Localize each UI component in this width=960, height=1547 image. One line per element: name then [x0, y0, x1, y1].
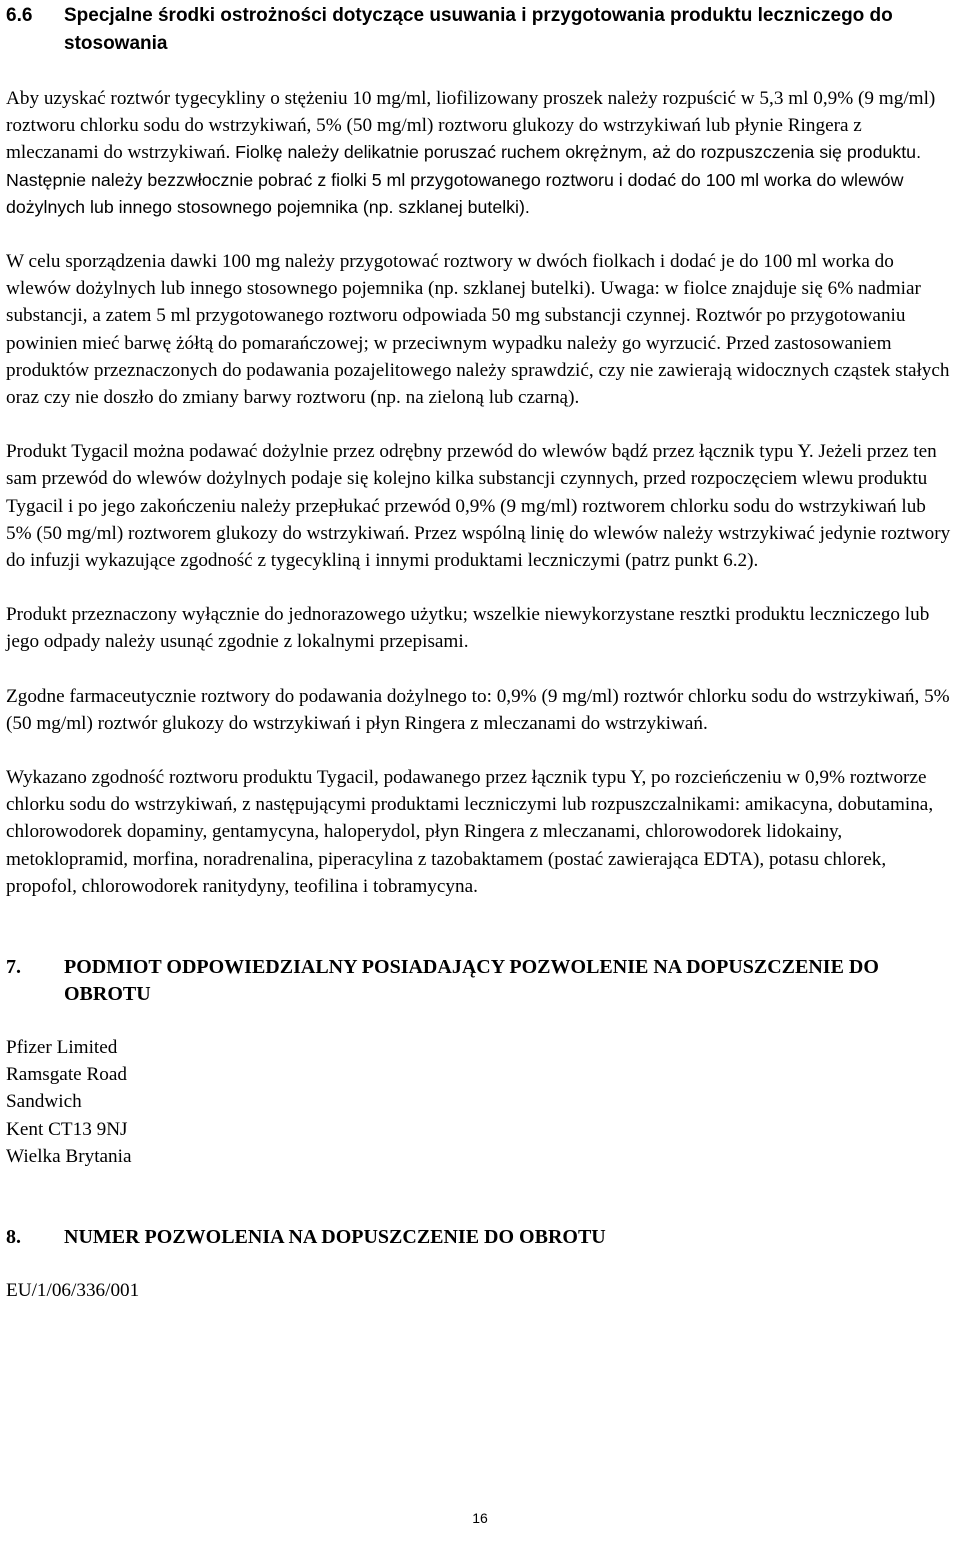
- section-6-6-heading: [6, 2, 956, 58]
- section-title: Specjalne środki ostrożności dotyczące usuwania i przygotowania produktu leczniczego do stosowania: [64, 5, 893, 54]
- section-title: PODMIOT ODPOWIEDZIALNY POSIADAJĄCY POZWOLENIE NA DOPUSZCZENIE DO OBROTU: [64, 956, 879, 1006]
- section-7-heading: [6, 954, 956, 1008]
- address-line: Ramsgate Road: [6, 1064, 127, 1086]
- address-block: [6, 1034, 956, 1170]
- address-line: Pfizer Limited: [6, 1037, 118, 1059]
- section-8-heading: [6, 1224, 956, 1251]
- paragraph-reconstitution-serif: Aby uzyskać roztwór tygecykliny o stężeniu 10 mg/ml, liofilizowany proszek należy rozpuścić w 5,3 ml 0,9% (9 mg/ml) roztworu chlorku sodu do wstrzykiwań, 5% (50 mg/ml) roztworu glukozy do wstrzykiwań lub płynie Ringera z mleczanami do wstrzykiwań.: [6, 88, 936, 164]
- paragraph-compatible-solutions: Zgodne farmaceutycznie roztwory do podawania dożylnego to: 0,9% (9 mg/ml) roztwór chlorku sodu do wstrzykiwań, 5% (50 mg/ml) roztwór glukozy do wstrzykiwań i płyn Ringera z mleczanami do wstrzykiwań.: [6, 685, 950, 734]
- paragraph-dose-preparation: W celu sporządzenia dawki 100 mg należy przygotować roztwory w dwóch fiolkach i dodać je do 100 ml worka do wlewów dożylnych lub innego stosownego pojemnika (np. szklanej butelki). Uwaga: w fiolce znajduje się 6% nadmiar substancji, a zatem 5 ml przygotowanego roztworu odpowiada 50 mg substancji czynnej. Roztwór po przygotowaniu powinien mieć barwę żółtą do pomarańczowej; w przeciwnym wypadku należy go wyrzucić. Przed zastosowaniem produktów przeznaczonych do podawania pozajelitowego należy sprawdzić, czy nie zawierają widocznych cząstek stałych oraz czy nie doszło do zmiany barwy roztworu (np. na zieloną lub czarną).: [6, 251, 950, 409]
- section-number: 8.: [6, 1226, 21, 1249]
- section-number: 6.6: [6, 5, 33, 26]
- paragraph-reconstitution-sans: Fiolkę należy delikatnie poruszać ruchem okrężnym, aż do rozpuszczenia się produktu. Następnie należy bezzwłocznie pobrać z fiolki 5 ml przygotowanego roztworu i dodać do 100 ml worka do wlewów dożylnych lub innego stosownego pojemnika (np. szklanej butelki).: [6, 142, 922, 217]
- page-number: 16: [472, 1510, 488, 1526]
- paragraph-reconstitution: [6, 85, 956, 221]
- paragraph-compatibility: Wykazano zgodność roztworu produktu Tygacil, podawanego przez łącznik typu Y, po rozcieńczeniu w 0,9% roztworze chlorku sodu do wstrzykiwań, z następującymi produktami leczniczymi lub rozpuszczalnikami: amikacyna, dobutamina, chlorowodorek dopaminy, gentamycyna, haloperydol, płyn Ringera z mleczanami, chlorowodorek lidokainy, metoklopramid, morfina, noradrenalina, piperacylina z tazobaktamem (postać zawierająca EDTA), potasu chlorek, propofol, chlorowodorek ranitydyny, teofilina i tobramycyna.: [6, 767, 934, 897]
- authorisation-number: EU/1/06/336/001: [6, 1280, 140, 1302]
- paragraph-administration: Produkt Tygacil można podawać dożylnie przez odrębny przewód do wlewów bądź przez łącznik typu Y. Jeżeli przez ten sam przewód do wlewów dożylnych podaje się kolejno kilka substancji czynnych, przed rozpoczęciem wlewu produktu Tygacil i po jego zakończeniu należy przepłukać przewód 0,9% (9 mg/ml) roztworem chlorku sodu do wstrzykiwań lub 5% (50 mg/ml) roztworem glukozy do wstrzykiwań. Przez wspólną linię do wlewów należy wstrzykiwać jedynie roztwory do infuzji wykazujące zgodność z tygecykliną i innymi produktami leczniczymi (patrz punkt 6.2).: [6, 441, 951, 572]
- address-line: Wielka Brytania: [6, 1145, 132, 1167]
- address-line: Kent CT13 9NJ: [6, 1118, 128, 1140]
- address-line: Sandwich: [6, 1091, 82, 1113]
- paragraph-single-use: Produkt przeznaczony wyłącznie do jednorazowego użytku; wszelkie niewykorzystane resztki produktu leczniczego lub jego odpady należy usunąć zgodnie z lokalnymi przepisami.: [6, 604, 930, 653]
- section-number: 7.: [6, 956, 21, 979]
- document-page: [6, 2, 956, 1304]
- section-title: NUMER POZWOLENIA NA DOPUSZCZENIE DO OBROTU: [64, 1226, 606, 1249]
